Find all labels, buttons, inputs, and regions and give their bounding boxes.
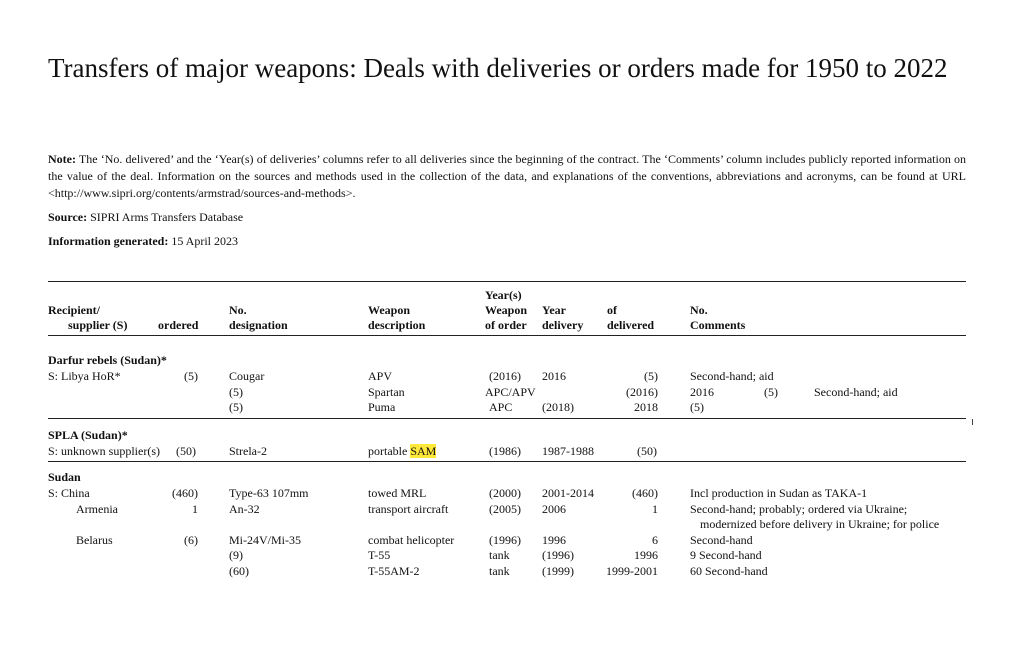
comments-cell: Second-hand; probably; ordered via Ukraine; (690, 502, 908, 516)
note-label: Note: (48, 152, 76, 166)
page-title: Transfers of major weapons: Deals with deliveries or orders made for 1950 to 2022 (48, 53, 948, 83)
header-delivery: delivery (542, 318, 584, 332)
margin-mark (972, 419, 973, 425)
delivered-cell: (2016) (626, 385, 658, 399)
delivery-year-cell: 1996 (542, 533, 566, 547)
designation-cell: Type-63 107mm (229, 486, 309, 500)
order-year-cell: APC (489, 400, 513, 414)
comments-cell: Second-hand (690, 533, 753, 547)
header-no-2: No. (690, 303, 708, 317)
source-value: SIPRI Arms Transfers Database (87, 210, 244, 224)
delivered-cell: 1999-2001 (606, 564, 658, 578)
note-paragraph (48, 151, 966, 202)
ordered-cell: (6) (184, 533, 198, 547)
ordered-cell: (460) (172, 486, 198, 500)
group-title: Sudan (48, 470, 81, 484)
order-year-cell: tank (489, 548, 510, 562)
comments-cell: Second-hand; aid (814, 385, 898, 399)
description-cell: T-55 (368, 548, 391, 562)
header-recipient: Recipient/ (48, 303, 100, 317)
comments-cell: Second-hand; aid (690, 369, 774, 383)
description-cell: APV (368, 369, 393, 383)
header-of-order: of order (485, 318, 527, 332)
header-no: No. (229, 303, 247, 317)
description-cell: Spartan (368, 385, 405, 399)
designation-cell: An-32 (229, 502, 260, 516)
delivered-cell: 1 (652, 502, 658, 516)
ordered-cell: 1 (192, 502, 198, 516)
supplier-cell: S: China (48, 486, 90, 500)
delivered-cell: 6 (652, 533, 658, 547)
header-year: Year (542, 303, 566, 317)
supplier-cell: Belarus (76, 533, 113, 547)
delivery-year-cell: (2018) (542, 400, 574, 414)
description-cell: Puma (368, 400, 396, 414)
header-supplier: supplier (S) (68, 318, 128, 332)
supplier-cell: Armenia (76, 502, 118, 516)
designation-cell: Mi-24V/Mi-35 (229, 533, 301, 547)
order-year-cell: (2016) (489, 369, 521, 383)
delivered-cell: 2018 (634, 400, 658, 414)
designation-cell: (9) (229, 548, 243, 562)
comments-cell: 2016 (690, 385, 714, 399)
delivery-year-cell: (1996) (542, 548, 574, 562)
generated-label: Information generated: (48, 234, 169, 248)
designation-cell: (5) (229, 385, 243, 399)
comments-cell: (5) (764, 385, 778, 399)
delivery-year-cell: 2001-2014 (542, 486, 594, 500)
delivered-cell: 1996 (634, 548, 658, 562)
description-cell: combat helicopter (368, 533, 455, 547)
generated-value: 15 April 2023 (168, 234, 238, 248)
description-cell: towed MRL (368, 486, 427, 500)
header-ordered: ordered (158, 318, 199, 332)
header-description: description (368, 318, 426, 332)
header-designation: designation (229, 318, 288, 332)
ordered-cell: (50) (176, 444, 196, 458)
group-rule (48, 461, 966, 462)
comments-cell: 60 Second-hand (690, 564, 768, 578)
delivered-cell: (460) (632, 486, 658, 500)
supplier-cell: S: Libya HoR* (48, 369, 121, 383)
header-years: Year(s) (485, 288, 522, 302)
designation-cell: (5) (229, 400, 243, 414)
delivery-year-cell: (1999) (542, 564, 574, 578)
comments-cell: modernized before delivery in Ukraine; for police (700, 517, 940, 531)
supplier-cell: S: unknown supplier(s) (48, 444, 160, 458)
generated-line (48, 233, 238, 249)
ordered-cell: (5) (184, 369, 198, 383)
description-cell: transport aircraft (368, 502, 449, 516)
description-cell (368, 444, 436, 459)
comments-cell: Incl production in Sudan as TAKA-1 (690, 486, 868, 500)
order-year-cell: (1996) (489, 533, 521, 547)
order-year-cell: (2005) (489, 502, 521, 516)
delivered-cell: (50) (637, 444, 657, 458)
description-text: portable (368, 444, 411, 458)
header-weapon: Weapon (368, 303, 411, 317)
group-title: Darfur rebels (Sudan)* (48, 353, 167, 367)
comments-cell: 9 Second-hand (690, 548, 762, 562)
designation-cell: Strela-2 (229, 444, 267, 458)
comments-cell: (5) (690, 400, 704, 414)
note-text: The ‘No. delivered’ and the ‘Year(s) of deliveries’ columns refer to all deliveries since the beginning of the contract. The ‘Comments’ column includes publicly reported information on the value of the deal. Information on the sources and methods used in the collection of the data, and explanations of the conventions, abbreviations and acronyms, can be found at URL <http://www.sipri.org/contents/armstrad/sources-and-methods>. (48, 152, 966, 200)
header-weapon-2: Weapon (485, 303, 528, 317)
header-delivered: delivered (607, 318, 655, 332)
header-comments: Comments (690, 318, 746, 332)
group-title: SPLA (Sudan)* (48, 428, 128, 442)
source-line (48, 209, 243, 225)
delivery-year-cell: 1987-1988 (542, 444, 594, 458)
description-cell: T-55AM-2 (368, 564, 420, 578)
group-rule (48, 418, 966, 419)
header-of: of (607, 303, 617, 317)
designation-cell: Cougar (229, 369, 265, 383)
delivery-year-cell: 2006 (542, 502, 566, 516)
table-top-rule (48, 281, 966, 282)
source-label: Source: (48, 210, 88, 224)
delivered-cell: (5) (644, 369, 658, 383)
order-year-cell: APC/APV (485, 385, 536, 399)
order-year-cell: tank (489, 564, 510, 578)
order-year-cell: (2000) (489, 486, 521, 500)
delivery-year-cell: 2016 (542, 369, 566, 383)
designation-cell: (60) (229, 564, 249, 578)
order-year-cell: (1986) (489, 444, 521, 458)
highlighted-term: SAM (410, 444, 437, 458)
header-rule (48, 335, 966, 336)
